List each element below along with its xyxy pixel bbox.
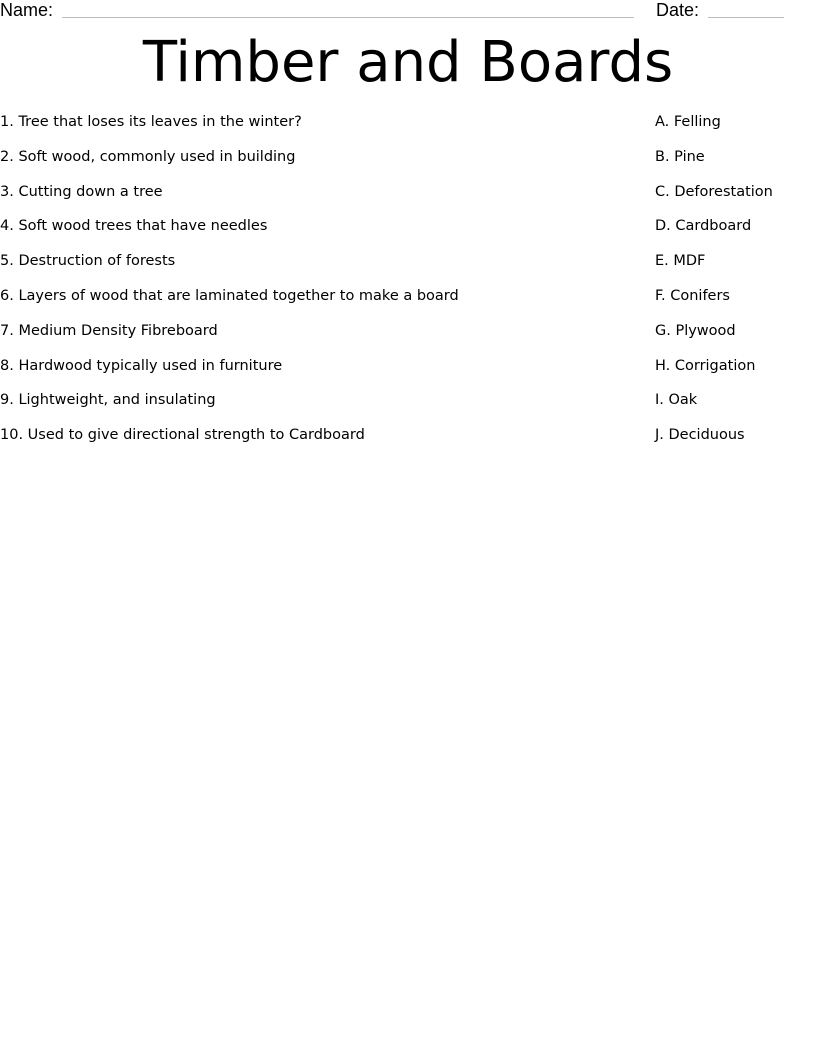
name-blank-line[interactable] bbox=[62, 17, 634, 18]
answer-item: H. Corrigation bbox=[655, 357, 756, 374]
answer-item: C. Deforestation bbox=[655, 183, 773, 200]
clue-item: 8. Hardwood typically used in furniture bbox=[0, 357, 283, 374]
date-blank-line[interactable] bbox=[708, 17, 784, 18]
answer-item: A. Felling bbox=[655, 114, 721, 130]
page-title: Timber and Boards bbox=[142, 30, 674, 95]
answer-item: J. Deciduous bbox=[655, 427, 745, 444]
clue-item: 10. Used to give directional strength to Cardboard bbox=[0, 427, 365, 444]
clue-item: 2. Soft wood, commonly used in building bbox=[0, 148, 296, 165]
clue-item: 5. Destruction of forests bbox=[0, 253, 176, 270]
clue-item: 1. Tree that loses its leaves in the winter? bbox=[0, 114, 302, 130]
answer-item: D. Cardboard bbox=[655, 218, 752, 235]
clue-item: 3. Cutting down a tree bbox=[0, 183, 163, 200]
clue-item: 9. Lightweight, and insulating bbox=[0, 392, 216, 409]
clue-item: 6. Layers of wood that are laminated together to make a board bbox=[0, 287, 459, 304]
clue-item: 7. Medium Density Fibreboard bbox=[0, 322, 218, 339]
answer-item: B. Pine bbox=[655, 148, 705, 165]
answer-item: G. Plywood bbox=[655, 322, 736, 339]
answer-list bbox=[655, 112, 815, 460]
answer-item: E. MDF bbox=[655, 253, 706, 270]
name-label: Name: bbox=[0, 0, 54, 20]
clue-list bbox=[0, 112, 620, 460]
clue-item: 4. Soft wood trees that have needles bbox=[0, 218, 268, 235]
date-label: Date: bbox=[656, 0, 700, 20]
answer-item: F. Conifers bbox=[655, 287, 730, 304]
answer-item: I. Oak bbox=[655, 392, 698, 409]
worksheet-header bbox=[0, 0, 816, 24]
